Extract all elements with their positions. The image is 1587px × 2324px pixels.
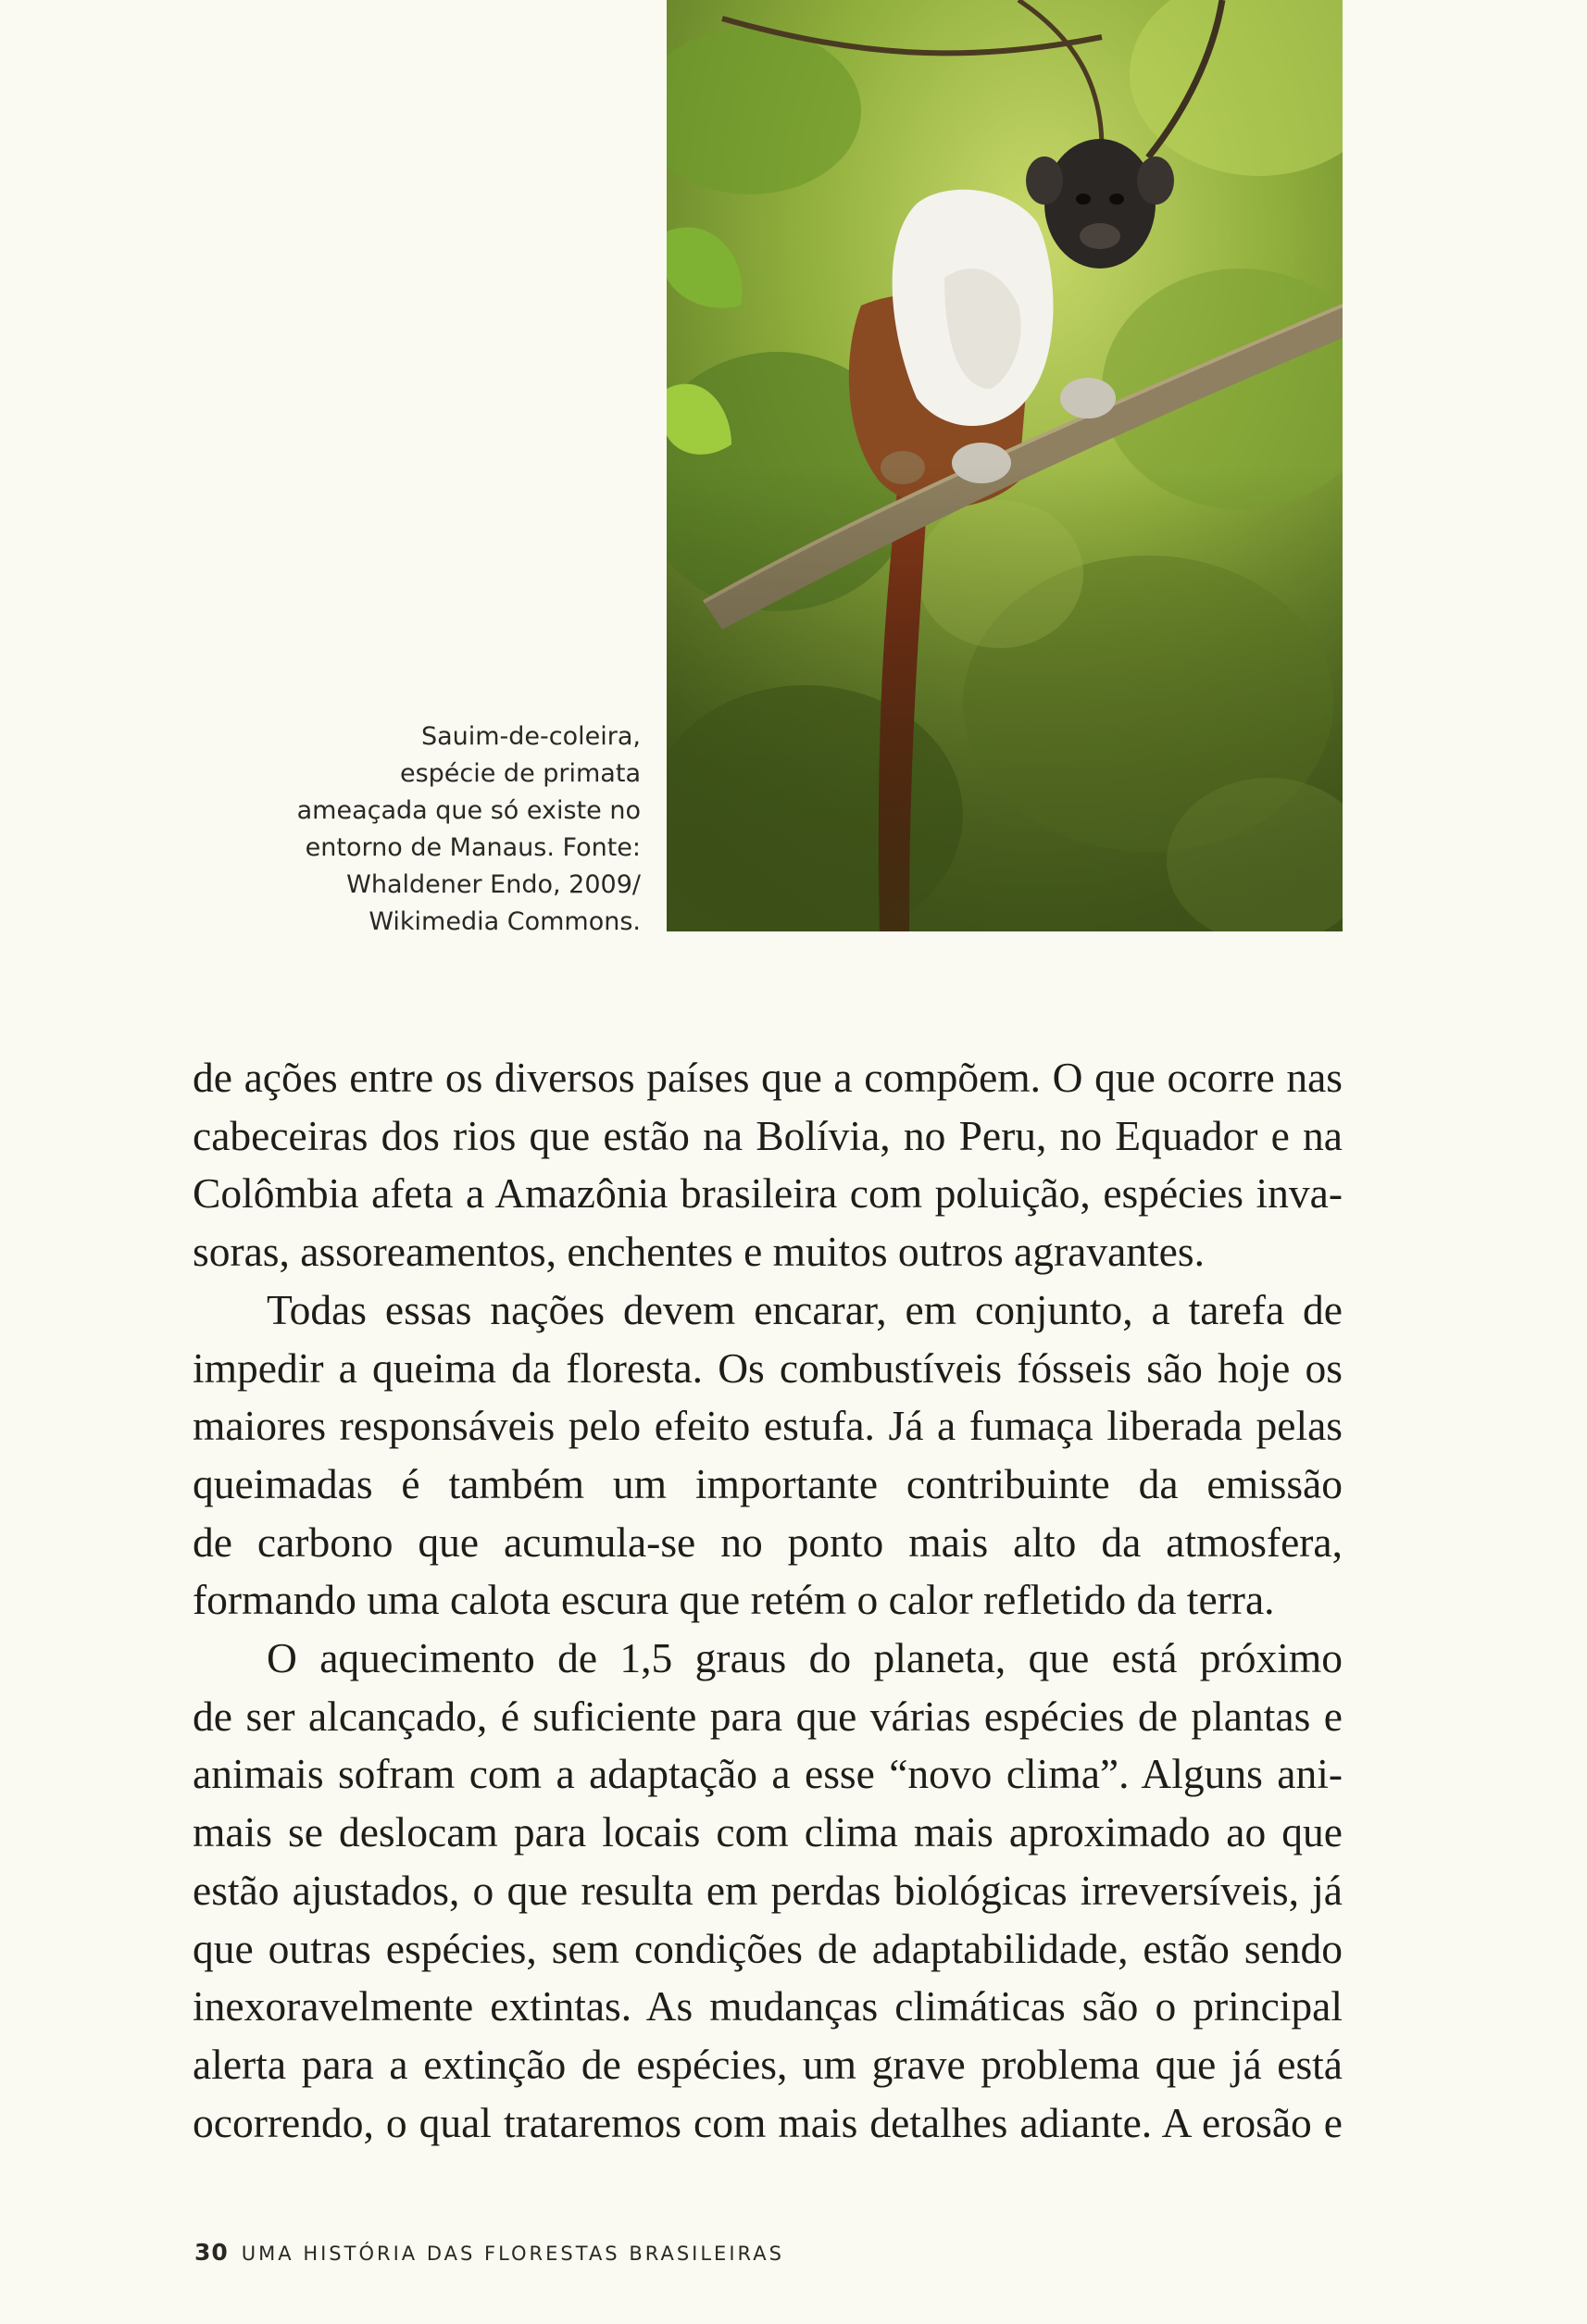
body-text (193, 1049, 1343, 2152)
text-line: de carbono que acumula-se no ponto mais alto da atmosfera, (193, 1518, 1343, 1566)
caption-line: Whaldener Endo, 2009/ (346, 870, 641, 899)
tamarin-photo (667, 0, 1343, 931)
caption-line: espécie de primata (399, 759, 641, 788)
text-line: impedir a queima da floresta. Os combustíveis fósseis são hoje os (193, 1343, 1343, 1392)
text-line: formando uma calota escura que retém o calor refletido da terra. (193, 1576, 1275, 1624)
text-line: soras, assoreamentos, enchentes e muitos outros agravantes. (193, 1228, 1205, 1276)
text-line: alerta para a extinção de espécies, um grave problema que já está (193, 2040, 1343, 2088)
text-line: que outras espécies, sem condições de adaptabilidade, estão sendo (193, 1924, 1343, 1972)
text-line: Todas essas nações devem encarar, em conjunto, a tarefa de (267, 1285, 1343, 1333)
text-line: Colômbia afeta a Amazônia brasileira com poluição, espécies inva- (193, 1169, 1343, 1218)
paragraph (193, 1630, 1343, 2152)
paragraph (193, 1049, 1343, 1281)
text-line: queimadas é também um importante contribuinte da emissão (193, 1459, 1343, 1507)
text-line: inexoravelmente extintas. As mudanças climáticas são o principal (193, 1982, 1343, 2030)
text-line: maiores responsáveis pelo efeito estufa. Já a fumaça liberada pelas (193, 1402, 1343, 1450)
text-line: O aquecimento de 1,5 graus do planeta, que está próximo (267, 1634, 1343, 1682)
caption-line: Wikimedia Commons. (369, 907, 641, 936)
figure-caption (222, 718, 641, 941)
caption-line: Sauim-de-coleira, (420, 722, 641, 751)
running-footer (194, 2239, 784, 2266)
caption-line: entorno de Manaus. Fonte: (305, 833, 641, 862)
caption-line: ameaçada que só existe no (296, 796, 641, 825)
text-line: de ser alcançado, é suficiente para que várias espécies de plantas e (193, 1692, 1343, 1740)
text-line: animais sofram com a adaptação a esse “novo clima”. Alguns ani- (193, 1750, 1343, 1798)
text-line: ocorrendo, o qual trataremos com mais detalhes adiante. A erosão e (193, 2098, 1343, 2146)
text-line: de ações entre os diversos países que a compõem. O que ocorre nas (193, 1054, 1343, 1101)
text-line: cabeceiras dos rios que estão na Bolívia, no Peru, no Equador e na (193, 1111, 1343, 1159)
text-line: estão ajustados, o que resulta em perdas biológicas irreversíveis, já (193, 1866, 1343, 1914)
paragraph (193, 1281, 1343, 1630)
page-number: 30 (194, 2239, 229, 2266)
running-title: UMA HISTÓRIA DAS FLORESTAS BRASILEIRAS (241, 2243, 784, 2265)
text-line: mais se deslocam para locais com clima mais aproximado ao que (193, 1808, 1343, 1856)
